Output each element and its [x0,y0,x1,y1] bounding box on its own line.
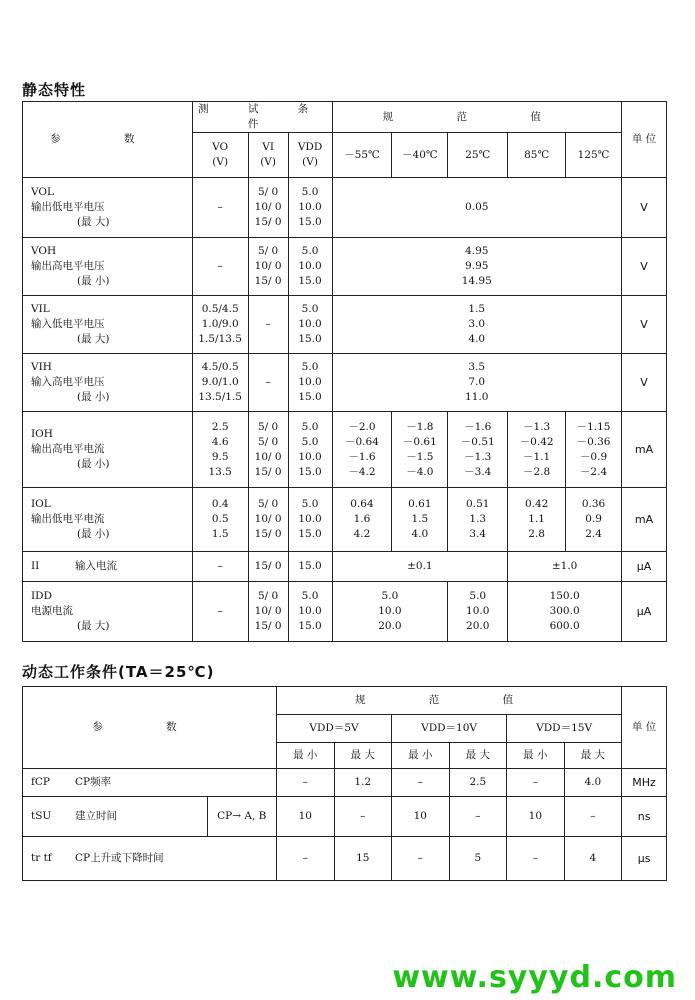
unit-cell: μA [622,582,667,642]
vi-cell: 5/ 0 10/ 0 15/ 0 [248,238,288,296]
vi-cell: 5/ 0 10/ 0 15/ 0 [248,488,288,552]
param-cell: VIH 输入高电平电压 (最 小) [23,354,193,412]
unit-cell: MHz [622,769,667,797]
test-cond-header: 测 试 条 件 [192,102,332,133]
table-row [23,582,667,642]
param-header: 参 数 [23,102,193,178]
spec-cell: 0.61 1.5 4.0 [392,488,448,552]
vdd-header: VDD (V) [288,133,332,178]
table-row [23,552,667,582]
vdd15-header: VDD＝15V [507,715,622,743]
static-section-title: 静态特性 [22,81,87,99]
unit-cell: V [622,238,667,296]
spec-cell: 4.95 9.95 14.95 [332,238,622,296]
vi-cell: – [248,354,288,412]
vo-cell: 4.5/0.5 9.0/1.0 13.5/1.5 [192,354,248,412]
vo-cell: 2.5 4.6 9.5 13.5 [192,412,248,488]
temp-header: 85℃ [508,133,566,178]
unit-cell: mA [622,412,667,488]
value-cell: – [277,837,335,881]
table-row [23,797,667,837]
spec-cell: 0.51 1.3 3.4 [448,488,508,552]
unit-cell: ns [622,797,667,837]
min-header: 最 小 [392,743,450,769]
value-cell: 15 [334,837,392,881]
vdd-cell: 5.0 10.0 15.0 [288,488,332,552]
vo-header: VO (V) [192,133,248,178]
value-cell: – [277,769,335,797]
vi-cell: 15/ 0 [248,552,288,582]
vo-cell: – [192,582,248,642]
static-characteristics-table [22,101,667,642]
spec-cell: 0.36 0.9 2.4 [566,488,622,552]
vdd-cell: 5.0 5.0 10.0 15.0 [288,412,332,488]
value-cell: 10 [392,797,450,837]
temp-header: 25℃ [448,133,508,178]
unit-cell: V [622,178,667,238]
vdd-cell: 5.0 10.0 15.0 [288,296,332,354]
vo-cell: 0.4 0.5 1.5 [192,488,248,552]
table-row [23,488,667,552]
spec-cell: 3.5 7.0 11.0 [332,354,622,412]
min-header: 最 小 [277,743,335,769]
value-cell: – [334,797,392,837]
vdd-cell: 5.0 10.0 15.0 [288,354,332,412]
value-cell: 4 [564,837,622,881]
value-cell: – [392,769,450,797]
value-cell: 10 [507,797,565,837]
vo-cell: – [192,178,248,238]
table-row [23,354,667,412]
vi-cell: 5/ 0 10/ 0 15/ 0 [248,178,288,238]
dynamic-conditions-table [22,686,667,881]
param-cell: fCP CP频率 [23,769,277,797]
param-cell: tr tf CP上升或下降时间 [23,837,277,881]
vi-cell: 5/ 0 10/ 0 15/ 0 [248,582,288,642]
value-cell: – [392,837,450,881]
param-cell: VOL 输出低电平电压 (最 大) [23,178,193,238]
spec-cell: －1.15 －0.36 －0.9 －2.4 [566,412,622,488]
vdd-cell: 5.0 10.0 15.0 [288,238,332,296]
max-header: 最 大 [449,743,507,769]
param-cell: tSU 建立时间 [23,797,208,837]
spec-cell: 0.42 1.1 2.8 [508,488,566,552]
value-cell: 4.0 [564,769,622,797]
table-row [23,296,667,354]
spec-cell: －1.6 －0.51 －1.3 －3.4 [448,412,508,488]
spec-cell: －1.8 －0.61 －1.5 －4.0 [392,412,448,488]
param-cell: IOH 输出高电平电流 (最 小) [23,412,193,488]
spec-cell: －2.0 －0.64 －1.6 －4.2 [332,412,392,488]
vo-cell: – [192,238,248,296]
table-row [23,837,667,881]
vi-cell: – [248,296,288,354]
spec-cell: 5.0 10.0 20.0 [332,582,448,642]
value-cell: 1.2 [334,769,392,797]
vi-cell: 5/ 0 5/ 0 10/ 0 15/ 0 [248,412,288,488]
spec-cell: 1.5 3.0 4.0 [332,296,622,354]
param-cell: VOH 输出高电平电压 (最 小) [23,238,193,296]
temp-header: －40℃ [392,133,448,178]
value-cell: 10 [277,797,335,837]
spec-header: 规 范 值 [332,102,622,133]
value-cell: – [449,797,507,837]
unit-cell: V [622,296,667,354]
param-cell: IDD 电源电流 (最 大) [23,582,193,642]
value-cell: 2.5 [449,769,507,797]
unit-cell: μs [622,837,667,881]
value-cell: – [507,837,565,881]
spec-header: 规 范 值 [277,687,622,715]
condition-cell: CP→ A, B [207,797,276,837]
max-header: 最 大 [564,743,622,769]
site-watermark: www.syyyd.com [392,960,677,995]
vdd-cell: 15.0 [288,552,332,582]
table-row [23,178,667,238]
value-cell: 5 [449,837,507,881]
unit-header: 单 位 [622,687,667,769]
param-cell: VIL 输入低电平电压 (最 大) [23,296,193,354]
param-cell: IOL 输出低电平电流 (最 小) [23,488,193,552]
temp-header: 125℃ [566,133,622,178]
unit-cell: mA [622,488,667,552]
spec-cell: ±1.0 [508,552,622,582]
spec-cell: －1.3 －0.42 －1.1 －2.8 [508,412,566,488]
vi-header: VI (V) [248,133,288,178]
temp-header: －55℃ [332,133,392,178]
spec-cell: 0.64 1.6 4.2 [332,488,392,552]
vo-cell: 0.5/4.5 1.0/9.0 1.5/13.5 [192,296,248,354]
vdd5-header: VDD＝5V [277,715,392,743]
value-cell: – [564,797,622,837]
spec-cell: 150.0 300.0 600.0 [508,582,622,642]
min-header: 最 小 [507,743,565,769]
vdd10-header: VDD＝10V [392,715,507,743]
param-header: 参 数 [23,687,277,769]
unit-cell: μA [622,552,667,582]
param-cell: II 输入电流 [23,552,193,582]
spec-cell: 0.05 [332,178,622,238]
spec-cell: 5.0 10.0 20.0 [448,582,508,642]
spec-cell: ±0.1 [332,552,508,582]
table-row [23,238,667,296]
unit-cell: V [622,354,667,412]
dynamic-section-title: 动态工作条件(TA＝25℃) [22,663,215,681]
table-row [23,769,667,797]
value-cell: – [507,769,565,797]
vo-cell: – [192,552,248,582]
vdd-cell: 5.0 10.0 15.0 [288,582,332,642]
unit-header: 单 位 [622,102,667,178]
vdd-cell: 5.0 10.0 15.0 [288,178,332,238]
table-row [23,412,667,488]
max-header: 最 大 [334,743,392,769]
